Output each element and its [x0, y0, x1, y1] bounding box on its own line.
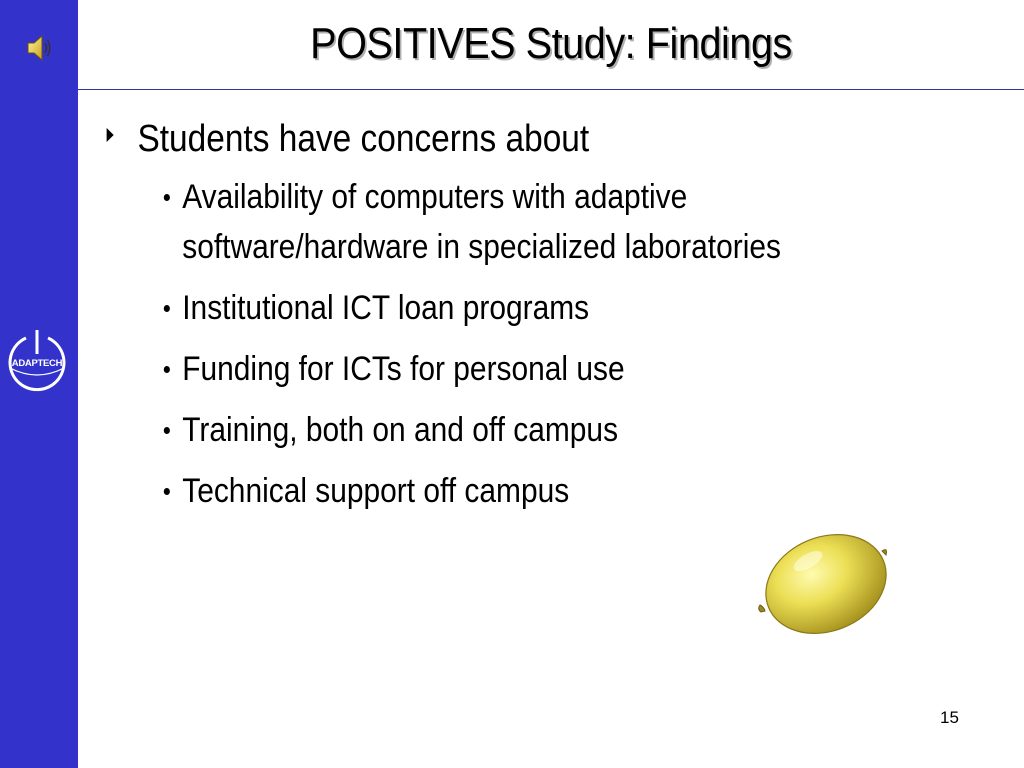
sub-bullet-item — [162, 466, 886, 516]
slide-title: POSITIVES Study: Findings — [310, 19, 792, 68]
dot-bullet-icon — [164, 488, 170, 495]
sub-bullet-item — [162, 405, 886, 455]
adaptech-logo — [6, 328, 68, 396]
sub-bullet-text: Institutional ICT loan programs — [182, 289, 590, 327]
sub-bullet-item — [162, 172, 886, 272]
dot-bullet-icon — [164, 305, 170, 312]
dot-bullet-icon — [164, 194, 170, 201]
bullet-main-text: Students have concerns about — [137, 118, 590, 160]
title-divider — [78, 89, 1024, 90]
sub-bullet-text: Availability of computers with adaptive software/hardware in specialized laboratories — [182, 178, 781, 266]
speaker-icon[interactable] — [26, 33, 52, 63]
sub-bullet-text: Technical support off campus — [182, 472, 570, 510]
slide-content — [104, 116, 984, 527]
page-number: 15 — [940, 708, 959, 727]
logo-text: ADAPTECH — [11, 358, 63, 369]
sidebar — [0, 0, 78, 768]
sub-bullet-item — [162, 344, 886, 394]
dot-bullet-icon — [164, 366, 170, 373]
dot-bullet-icon — [164, 427, 170, 434]
sub-bullet-item — [162, 283, 886, 333]
bullet-main — [104, 116, 841, 162]
sub-bullet-text: Training, both on and off campus — [182, 411, 619, 449]
sub-bullet-text: Funding for ICTs for personal use — [182, 350, 625, 388]
triangle-bullet-icon — [107, 128, 114, 142]
sub-bullet-list — [104, 172, 984, 516]
lemon-image — [756, 527, 894, 637]
